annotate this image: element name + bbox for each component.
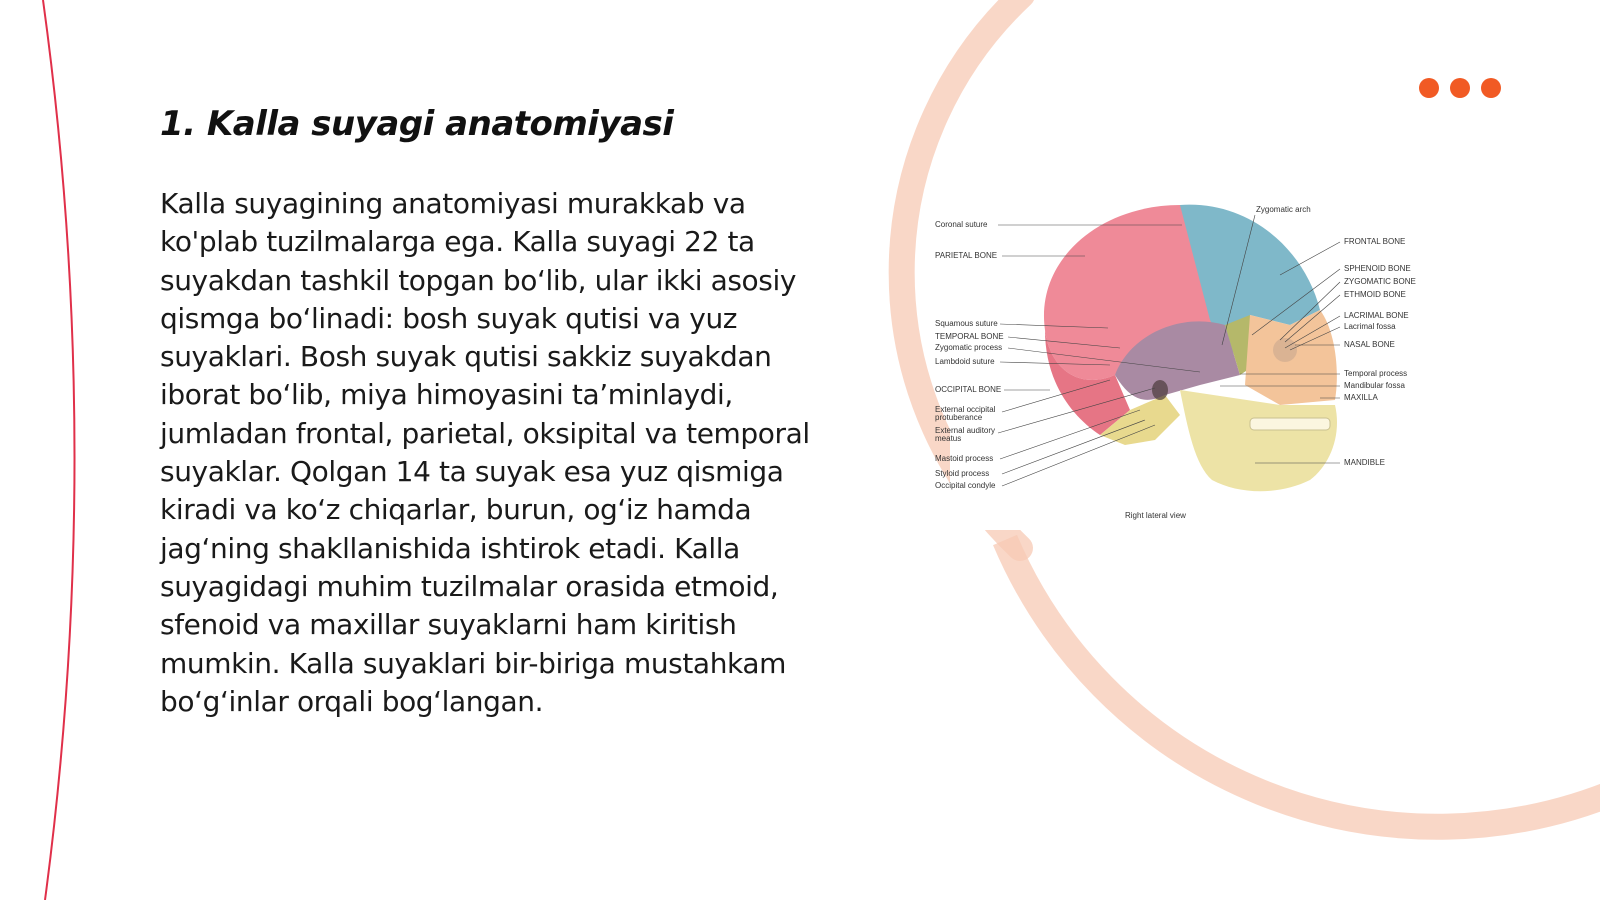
dots-decoration (1419, 78, 1501, 98)
label-lacrimal-bone: LACRIMAL BONE (1344, 311, 1409, 320)
slide-body-text: Kalla suyagining anatomiyasi murakkab va ko'plab tuzilmalarga ega. Kalla suyagi 22 ta suyakdan tashkil topgan bo‘lib, ular ikki asosiy qismga bo‘linadi: bosh suyak qutisi va yuz suyaklari. Bosh suyak qutisi sakkiz suyakdan iborat bo‘lib, miya himoyasini ta’minlaydi, jumladan frontal, parietal, oksipital va temporal suyaklar. Qolgan 14 ta suyak esa yuz qismiga kiradi va ko‘z chiqarlar, burun, og‘iz hamda jag‘ning shakllanishida ishtirok etadi. Kalla suyagidagi muhim tuzilmalar orasida etmoid, sfenoid va maxillar suyaklarni ham kiritish mumkin. Kalla suyaklari bir-biriga mustahkam bo‘g‘inlar orqali bog‘langan. (160, 187, 810, 718)
skull-anatomy-figure (935, 200, 1460, 530)
label-mastoid-process: Mastoid process (935, 454, 994, 463)
label-temporal-process: Temporal process (1344, 369, 1408, 378)
label-squamous-suture: Squamous suture (935, 319, 998, 328)
skull-illustration (935, 200, 1460, 530)
label-zygomatic-bone: ZYGOMATIC BONE (1344, 277, 1416, 286)
label-zygomatic-arch: Zygomatic arch (1256, 205, 1311, 214)
slide-title: 1. Kalla suyagi anatomiyasi (160, 104, 674, 144)
background-arc-lower (1005, 540, 1600, 827)
dot-1 (1419, 78, 1439, 98)
left-red-line (43, 0, 75, 900)
figure-caption: Right lateral view (1125, 511, 1186, 520)
label-sphenoid-bone: SPHENOID BONE (1344, 264, 1411, 273)
label-frontal-bone: FRONTAL BONE (1344, 237, 1406, 246)
label-parietal-bone: PARIETAL BONE (935, 251, 998, 260)
label-nasal-bone: NASAL BONE (1344, 340, 1395, 349)
label-lacrimal-fossa: Lacrimal fossa (1344, 322, 1396, 331)
label-zygomatic-process: Zygomatic process (935, 343, 1003, 352)
label-lambdoid-suture: Lambdoid suture (935, 357, 995, 366)
label-external-occipital: External occipital (935, 405, 996, 414)
dot-3 (1481, 78, 1501, 98)
label-ethmoid-bone: ETHMOID BONE (1344, 290, 1406, 299)
label-mandible: MANDIBLE (1344, 458, 1385, 467)
label-coronal-suture: Coronal suture (935, 220, 988, 229)
label-protuberance: protuberance (935, 413, 983, 422)
label-occipital-condyle: Occipital condyle (935, 481, 996, 490)
label-meatus: meatus (935, 434, 962, 443)
label-maxilla: MAXILLA (1344, 393, 1378, 402)
label-occipital-bone: OCCIPITAL BONE (935, 385, 1002, 394)
label-mandibular-fossa: Mandibular fossa (1344, 381, 1405, 390)
dot-2 (1450, 78, 1470, 98)
label-temporal-bone: TEMPORAL BONE (935, 332, 1004, 341)
label-styloid-process: Styloid process (935, 469, 990, 478)
label-external-auditory: External auditory (935, 426, 996, 435)
